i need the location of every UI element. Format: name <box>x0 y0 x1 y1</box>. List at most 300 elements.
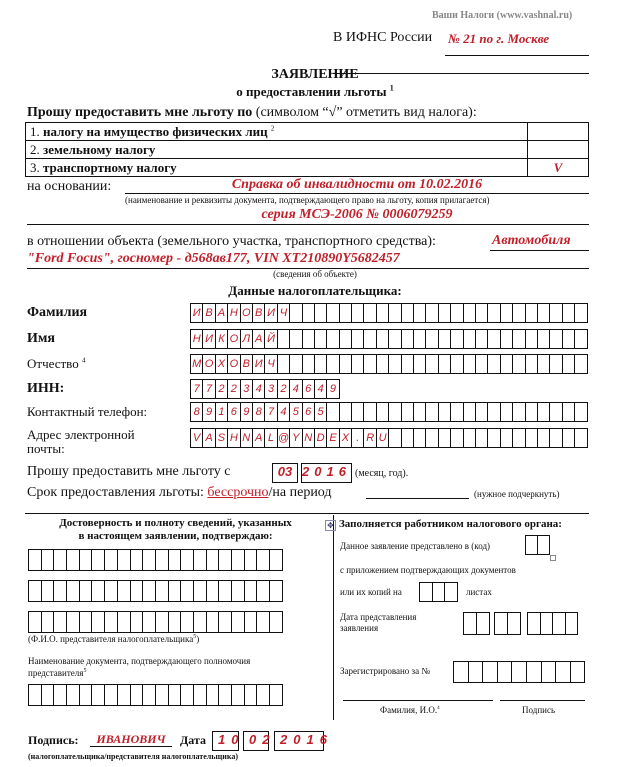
char-cell: U <box>377 429 389 447</box>
char-cell <box>118 550 131 570</box>
tax-sup: 2 <box>270 124 275 133</box>
char-cell <box>550 355 562 373</box>
char-cell <box>538 536 550 554</box>
field-cells[interactable] <box>190 402 588 422</box>
char-cell <box>219 685 232 705</box>
char-cell <box>476 403 488 421</box>
char-cell <box>42 685 55 705</box>
office-heading: Заполняется работником налогового органа: <box>339 518 562 530</box>
char-cell <box>327 355 339 373</box>
char-cell <box>29 550 42 570</box>
char-cell: В <box>241 355 253 373</box>
char-cell <box>290 304 302 322</box>
char-cell <box>169 685 182 705</box>
char-cell: Л <box>241 330 253 348</box>
char-cell <box>105 685 118 705</box>
char-cell <box>414 304 426 322</box>
confirm-heading-1: Достоверность и полноту сведений, указанных <box>59 517 292 529</box>
basis-value-2[interactable]: серия МСЭ-2006 № 0006079259 <box>261 207 453 222</box>
char-cell <box>402 355 414 373</box>
char-cell <box>389 429 401 447</box>
field-cells[interactable] <box>190 428 588 448</box>
char-cell <box>501 403 513 421</box>
char-cell <box>542 662 557 682</box>
char-cell <box>426 304 438 322</box>
char-cell <box>426 403 438 421</box>
char-cell <box>556 662 571 682</box>
tax-label: земельному налогу <box>43 141 156 157</box>
char-cell <box>414 403 426 421</box>
char-cell: S <box>216 429 228 447</box>
char-cell: 4 <box>253 380 265 398</box>
char-cell <box>80 685 93 705</box>
char-cell <box>67 581 80 601</box>
char-cell <box>451 403 463 421</box>
sign-month-cells[interactable] <box>243 731 276 751</box>
tax-checkbox[interactable] <box>528 123 589 141</box>
char-cell <box>80 550 93 570</box>
char-cell <box>364 403 376 421</box>
char-cell <box>451 355 463 373</box>
doc-hint-2: представителя <box>28 668 84 678</box>
char-cell <box>169 550 182 570</box>
signature-hint: (налогоплательщика/представителя налогоплательщика) <box>28 752 238 761</box>
char-cell <box>352 330 364 348</box>
tax-label-cell <box>26 141 528 159</box>
char-cell <box>550 403 562 421</box>
char-cell <box>451 304 463 322</box>
fio-hint-text: (Ф.И.О. представителя налогоплательщика <box>28 634 194 644</box>
char-cell <box>508 613 521 634</box>
char-cell: И <box>253 355 265 373</box>
office-year-cells[interactable] <box>527 612 578 635</box>
request-line <box>27 104 477 121</box>
char-cell: Н <box>228 304 240 322</box>
field-label-text: Контактный телефон: <box>27 404 148 419</box>
char-cell: 2 <box>278 380 290 398</box>
office-month-cells[interactable] <box>494 612 521 635</box>
char-cell <box>257 612 270 632</box>
char-cell <box>105 550 118 570</box>
char-cell <box>389 330 401 348</box>
term-option-unlimited[interactable]: бессрочно <box>207 485 269 500</box>
term-label: Срок предоставления льготы: <box>27 485 204 500</box>
start-month-cells[interactable] <box>272 463 298 483</box>
char-cell <box>513 355 525 373</box>
char-cell: И <box>203 330 215 348</box>
char-cell <box>439 330 451 348</box>
char-cell: О <box>228 355 240 373</box>
basis-line-2 <box>27 224 589 225</box>
char-cell <box>364 330 376 348</box>
char-cell: X <box>340 429 352 447</box>
char-cell <box>526 536 538 554</box>
char-cell <box>389 403 401 421</box>
field-label-text: Имя <box>27 331 55 346</box>
char-cell <box>488 429 500 447</box>
char-cell <box>131 612 144 632</box>
field-label <box>27 356 85 372</box>
term-hint: (нужное подчеркнуть) <box>474 489 560 499</box>
char-cell <box>563 304 575 322</box>
object-value-1[interactable]: Автомобиля <box>492 233 571 248</box>
char-cell <box>575 355 587 373</box>
field-label <box>27 331 55 347</box>
char-cell: 9 <box>327 380 339 398</box>
char-cell <box>245 612 258 632</box>
char-cell <box>219 550 232 570</box>
char-cell: 8 <box>191 403 203 421</box>
char-cell: Й <box>265 330 277 348</box>
office-sign-line[interactable] <box>500 700 585 701</box>
char-cell <box>92 685 105 705</box>
char-cell: A <box>203 429 215 447</box>
char-cell <box>131 581 144 601</box>
char-cell: 4 <box>290 380 302 398</box>
char-cell <box>464 429 476 447</box>
char-cell: E <box>327 429 339 447</box>
char-cell <box>131 685 144 705</box>
basis-hint: (наименование и реквизиты документа, подтверждающего право на льготу, копия прилагается) <box>125 195 490 205</box>
tax-row <box>26 159 589 177</box>
field-label <box>27 404 147 420</box>
char-cell <box>315 330 327 348</box>
char-cell: А <box>216 304 228 322</box>
char-cell <box>426 429 438 447</box>
char-cell <box>550 429 562 447</box>
object-value-2[interactable]: "Ford Focus", госномер - д568ав177, VIN XT210890Y5682457 <box>27 251 400 266</box>
char-cell <box>439 355 451 373</box>
term-period-line[interactable] <box>366 498 469 499</box>
char-cell: В <box>253 304 265 322</box>
representative-name-cells[interactable] <box>28 580 283 602</box>
char-cell <box>575 403 587 421</box>
char-cell <box>454 662 469 682</box>
char-cell <box>420 583 433 601</box>
char-cell <box>54 612 67 632</box>
field-label <box>27 305 87 321</box>
char-cell <box>563 330 575 348</box>
office-reg-cells[interactable] <box>453 661 585 683</box>
signature-line <box>90 746 172 747</box>
field-cells[interactable] <box>190 329 588 349</box>
char-cell: Ч <box>265 355 277 373</box>
char-cell <box>377 403 389 421</box>
char-cell <box>488 403 500 421</box>
tax-label-cell <box>26 123 528 141</box>
start-label: Прошу предоставить мне льготу с <box>27 464 231 479</box>
char-cell <box>527 662 542 682</box>
char-cell: И <box>265 304 277 322</box>
object-hint: (сведения об объекте) <box>273 269 357 279</box>
char-cell: 8 <box>253 403 265 421</box>
char-cell <box>118 581 131 601</box>
char-cell <box>563 355 575 373</box>
char-cell <box>550 330 562 348</box>
office-code-label: Данное заявление представлено в (код) <box>340 541 491 551</box>
char-cell <box>541 613 554 634</box>
char-cell: 4 <box>278 403 290 421</box>
char-cell <box>303 330 315 348</box>
char-cell <box>402 330 414 348</box>
char-cell: 7 <box>203 380 215 398</box>
char-cell <box>426 355 438 373</box>
char-cell: 9 <box>203 403 215 421</box>
char-cell <box>42 612 55 632</box>
char-cell <box>80 581 93 601</box>
char-cell <box>232 550 245 570</box>
char-cell <box>194 612 207 632</box>
char-cell: D <box>315 429 327 447</box>
char-cell <box>219 612 232 632</box>
char-cell <box>181 550 194 570</box>
char-cell <box>501 304 513 322</box>
char-cell <box>156 685 169 705</box>
char-cell <box>352 403 364 421</box>
char-cell: М <box>191 355 203 373</box>
char-cell <box>194 550 207 570</box>
char-cell: 7 <box>265 403 277 421</box>
field-label <box>27 381 64 397</box>
ifns-value[interactable]: № 21 по г. Москве <box>448 31 550 46</box>
ifns-label: В ИФНС России <box>333 30 433 45</box>
char-cell <box>439 429 451 447</box>
char-cell <box>92 612 105 632</box>
char-cell <box>526 403 538 421</box>
char-cell <box>257 550 270 570</box>
object-line <box>490 250 589 251</box>
fio-hint: (Ф.И.О. представителя налогоплательщика$^5$) <box>28 634 200 644</box>
char-cell <box>290 355 302 373</box>
char-cell <box>340 330 352 348</box>
tax-label: налогу на имущество физических лиц <box>43 123 268 139</box>
char-cell <box>451 330 463 348</box>
char-cell <box>42 581 55 601</box>
doc-sup: 5 <box>83 668 87 674</box>
char-cell <box>270 685 283 705</box>
char-cell: A <box>253 429 265 447</box>
char-cell <box>54 581 67 601</box>
object-label: в отношении объекта (земельного участка, транспортного средства): <box>27 234 436 249</box>
char-cell <box>327 403 339 421</box>
basis-value-1[interactable]: Справка об инвалидности от 10.02.2016 <box>231 177 483 192</box>
char-cell <box>464 355 476 373</box>
char-cell <box>327 330 339 348</box>
field-label <box>27 428 157 456</box>
sign-day-cells[interactable] <box>212 731 245 751</box>
char-cell: 5 <box>315 403 327 421</box>
char-cell <box>445 583 458 601</box>
office-sign-label: Подпись <box>522 705 556 715</box>
char-cell <box>29 612 42 632</box>
char-cell <box>476 355 488 373</box>
char-cell: Н <box>191 330 203 348</box>
char-cell <box>270 550 283 570</box>
char-cell <box>571 662 586 682</box>
start-year-cells[interactable] <box>301 463 352 483</box>
char-cell <box>439 403 451 421</box>
sign-year: 2016 <box>275 732 324 750</box>
char-cell <box>512 662 527 682</box>
basis-label: на основании: <box>27 179 112 194</box>
char-cell: 7 <box>191 380 203 398</box>
char-cell <box>340 355 352 373</box>
char-cell <box>550 304 562 322</box>
section-divider <box>25 513 589 514</box>
char-cell: N <box>241 429 253 447</box>
char-cell <box>563 429 575 447</box>
char-cell <box>67 612 80 632</box>
vertical-divider <box>333 515 334 720</box>
doc-hint-1: Наименование документа, подтверждающего полномочия <box>28 656 251 666</box>
char-cell <box>340 304 352 322</box>
tax-num: 1. <box>30 123 40 139</box>
office-docs-label: с приложением подтверждающих документов <box>340 565 516 575</box>
char-cell: . <box>352 429 364 447</box>
char-cell <box>207 550 220 570</box>
representative-doc-cells[interactable] <box>28 684 283 706</box>
char-cell <box>389 355 401 373</box>
char-cell <box>526 355 538 373</box>
char-cell <box>513 403 525 421</box>
char-cell <box>257 685 270 705</box>
char-cell <box>483 662 498 682</box>
field-label-text: Фамилия <box>27 305 88 320</box>
char-cell: Х <box>216 355 228 373</box>
basis-line <box>125 193 589 194</box>
page-title: ЗАЯВЛЕНИЕ <box>271 67 359 82</box>
char-cell: 6 <box>303 380 315 398</box>
field-label-text: Адрес электронной почты: <box>27 427 135 456</box>
char-cell <box>451 429 463 447</box>
char-cell <box>245 581 258 601</box>
char-cell <box>207 581 220 601</box>
char-cell <box>488 355 500 373</box>
char-cell <box>181 685 194 705</box>
office-day-cells[interactable] <box>463 612 490 635</box>
doc-hint <box>28 655 250 679</box>
char-cell <box>290 330 302 348</box>
char-cell <box>80 612 93 632</box>
office-name-text: Фамилия, И.О. <box>380 705 438 715</box>
signature-label: Подпись: <box>28 733 79 747</box>
char-cell <box>92 581 105 601</box>
date-label: Дата <box>180 733 206 747</box>
char-cell <box>513 330 525 348</box>
char-cell <box>257 581 270 601</box>
char-cell <box>538 330 550 348</box>
char-cell <box>476 330 488 348</box>
char-cell <box>501 330 513 348</box>
char-cell: 2 <box>228 380 240 398</box>
char-cell <box>29 685 42 705</box>
page-subtitle <box>0 84 630 100</box>
char-cell <box>538 429 550 447</box>
representative-name-cells[interactable] <box>28 549 283 571</box>
char-cell <box>488 330 500 348</box>
tax-num: 3. <box>30 159 40 175</box>
char-cell <box>469 662 484 682</box>
char-cell: 5 <box>290 403 302 421</box>
char-cell: О <box>203 355 215 373</box>
char-cell: V <box>191 429 203 447</box>
char-cell <box>181 612 194 632</box>
sign-year-cells[interactable] <box>274 731 333 751</box>
office-reg-label: Зарегистрировано за № <box>340 666 430 676</box>
office-date-label-2: заявления <box>340 623 379 633</box>
request-bold: Прошу предоставить мне льготу по <box>27 105 253 120</box>
term-option-period[interactable]: /на период <box>268 485 332 500</box>
office-code-cells[interactable] <box>525 535 550 555</box>
field-cells[interactable] <box>190 379 340 399</box>
char-cell <box>526 304 538 322</box>
char-cell <box>513 304 525 322</box>
char-cell <box>219 581 232 601</box>
char-cell <box>156 612 169 632</box>
representative-name-cells[interactable] <box>28 611 283 633</box>
tax-label: транспортному налогу <box>43 159 177 175</box>
char-cell <box>377 355 389 373</box>
field-cells[interactable] <box>190 303 588 323</box>
office-name-label <box>380 705 440 715</box>
char-cell <box>433 583 446 601</box>
office-date-label <box>340 612 416 634</box>
char-cell <box>526 330 538 348</box>
char-cell <box>327 304 339 322</box>
char-cell <box>352 355 364 373</box>
char-cell <box>402 304 414 322</box>
char-cell: И <box>191 304 203 322</box>
char-cell: 3 <box>265 380 277 398</box>
char-cell <box>488 304 500 322</box>
char-cell <box>194 581 207 601</box>
char-cell <box>526 429 538 447</box>
char-cell <box>303 355 315 373</box>
char-cell <box>42 550 55 570</box>
tax-type-table <box>25 122 589 177</box>
tax-checkbox[interactable]: V <box>528 159 589 177</box>
move-handle-icon[interactable]: ✥ <box>325 520 336 531</box>
office-copies-cells[interactable] <box>419 582 458 602</box>
char-cell <box>414 330 426 348</box>
signature-value[interactable]: ИВАНОВИЧ <box>96 732 166 746</box>
office-name-line[interactable] <box>343 700 493 701</box>
char-cell <box>414 429 426 447</box>
char-cell: @ <box>278 429 290 447</box>
resize-handle-icon[interactable] <box>550 555 556 561</box>
char-cell <box>528 613 541 634</box>
tax-checkbox[interactable] <box>528 141 589 159</box>
char-cell <box>476 304 488 322</box>
sign-day: 10 <box>213 732 239 750</box>
char-cell <box>118 685 131 705</box>
office-name-sup: 4 <box>437 706 440 711</box>
char-cell: 6 <box>303 403 315 421</box>
char-cell <box>143 581 156 601</box>
char-cell <box>476 429 488 447</box>
char-cell: 3 <box>241 380 253 398</box>
char-cell <box>315 355 327 373</box>
office-sheets-label: листах <box>466 587 492 597</box>
field-cells[interactable] <box>190 354 588 374</box>
char-cell <box>464 304 476 322</box>
char-cell <box>364 304 376 322</box>
char-cell: R <box>364 429 376 447</box>
char-cell <box>538 355 550 373</box>
char-cell <box>92 550 105 570</box>
char-cell <box>477 613 490 634</box>
char-cell <box>156 581 169 601</box>
